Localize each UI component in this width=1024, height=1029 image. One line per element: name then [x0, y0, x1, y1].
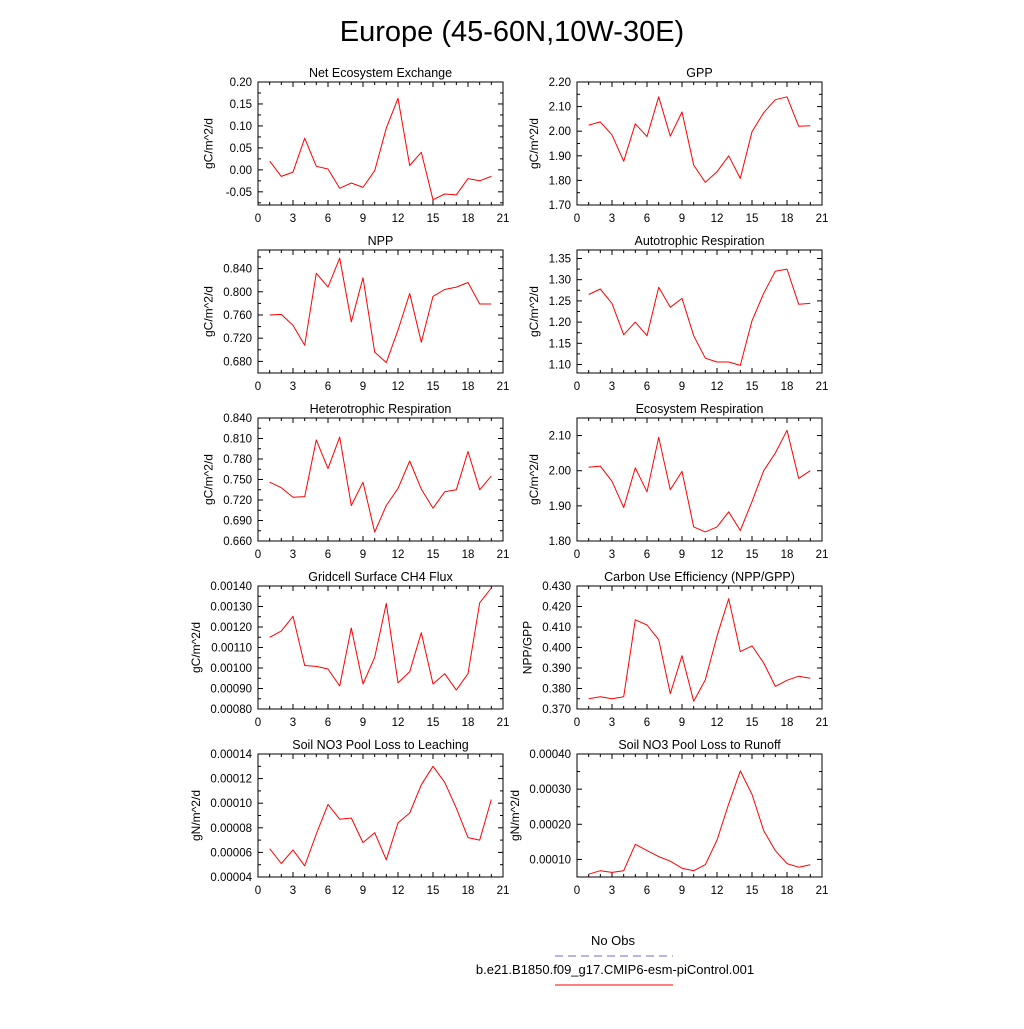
- y-tick-label: 0.00080: [210, 704, 252, 716]
- panel-title: Heterotrophic Respiration: [309, 402, 452, 416]
- y-axis-label: gC/m^2/d: [201, 454, 216, 505]
- y-tick-label: 0.00020: [529, 819, 571, 832]
- legend-label-no-obs: No Obs: [590, 933, 636, 948]
- x-tick-label: 21: [496, 885, 510, 897]
- plot-frame: [577, 754, 822, 877]
- x-tick-label: 21: [496, 381, 510, 393]
- x-tick-label: 0: [254, 381, 262, 393]
- panel-title: NPP: [367, 234, 394, 248]
- panel-title: Autotrophic Respiration: [634, 234, 765, 248]
- y-tick-label: 0.00030: [529, 784, 571, 797]
- panel-9: [189, 738, 509, 897]
- y-tick-label: 0.800: [223, 286, 252, 299]
- panel-title: GPP: [686, 66, 713, 80]
- y-tick-label: 0.370: [542, 704, 571, 716]
- x-tick-label: 3: [608, 213, 616, 225]
- y-tick-label: 0.20: [229, 77, 252, 89]
- x-tick-label: 21: [815, 717, 829, 729]
- panel-1: [202, 66, 510, 225]
- x-tick-label: 6: [324, 213, 332, 225]
- y-tick-label: 0.720: [223, 495, 252, 507]
- y-tick-label: 1.90: [548, 500, 571, 513]
- y-axis-label: gC/m^2/d: [526, 118, 541, 169]
- x-tick-label: 9: [359, 717, 367, 729]
- y-tick-label: 0.720: [223, 333, 252, 346]
- y-axis-label: gC/m^2/d: [526, 454, 541, 505]
- y-tick-label: 2.00: [548, 465, 571, 478]
- y-tick-label: 1.70: [548, 200, 571, 212]
- x-tick-label: 21: [815, 213, 829, 225]
- y-tick-label: 1.15: [548, 338, 571, 351]
- series-line-1: [589, 269, 811, 365]
- series-line-1: [270, 766, 492, 866]
- y-tick-label: 2.00: [548, 126, 571, 139]
- panel-8: [521, 570, 829, 729]
- series-line-1: [589, 430, 811, 532]
- panel-10: [508, 738, 828, 897]
- y-tick-label: 0.00140: [210, 581, 252, 593]
- y-tick-label: 0.00: [229, 164, 252, 177]
- y-tick-label: 0.10: [229, 120, 252, 133]
- plot-frame: [258, 250, 503, 373]
- x-tick-label: 3: [608, 717, 616, 729]
- x-tick-label: 12: [391, 717, 405, 729]
- y-tick-label: 0.390: [542, 663, 571, 675]
- x-tick-label: 6: [324, 381, 332, 393]
- y-tick-label: 1.20: [548, 317, 571, 330]
- series-line-1: [270, 258, 492, 363]
- series-line-1: [589, 771, 811, 874]
- x-tick-label: 3: [289, 549, 297, 561]
- x-tick-label: 9: [678, 885, 686, 897]
- y-tick-label: 0.400: [542, 642, 571, 655]
- x-tick-label: 18: [461, 549, 475, 561]
- panel-3: [202, 234, 510, 393]
- y-tick-label: 0.750: [223, 474, 252, 487]
- x-tick-label: 0: [573, 717, 581, 729]
- y-axis-label: gN/m^2/d: [188, 790, 203, 841]
- y-tick-label: 0.00120: [210, 622, 252, 634]
- series-line-1: [589, 599, 811, 702]
- x-tick-label: 6: [643, 381, 651, 393]
- x-tick-label: 12: [391, 885, 405, 897]
- x-tick-label: 0: [573, 885, 581, 897]
- y-tick-label: 0.840: [223, 413, 252, 425]
- x-tick-label: 9: [678, 381, 686, 393]
- x-tick-label: 6: [643, 213, 651, 225]
- x-tick-label: 6: [324, 549, 332, 561]
- y-tick-label: 0.660: [223, 536, 252, 548]
- series-line-1: [589, 97, 811, 183]
- x-tick-label: 12: [710, 717, 724, 729]
- y-tick-label: 0.00040: [529, 749, 571, 761]
- y-axis-label: NPP/GPP: [520, 620, 535, 675]
- y-tick-label: 0.00100: [210, 663, 252, 675]
- y-axis-label: gC/m^2/d: [188, 622, 203, 673]
- y-axis-label: gN/m^2/d: [507, 790, 522, 841]
- x-tick-label: 21: [815, 885, 829, 897]
- y-tick-label: -0.05: [225, 186, 252, 199]
- y-tick-label: 1.35: [548, 253, 571, 266]
- panel-5: [202, 402, 510, 561]
- x-tick-label: 0: [573, 381, 581, 393]
- x-tick-label: 15: [426, 549, 440, 561]
- x-tick-label: 9: [359, 213, 367, 225]
- y-tick-label: 0.00012: [210, 773, 252, 786]
- x-tick-label: 18: [461, 381, 475, 393]
- plot-frame: [258, 418, 503, 541]
- y-tick-label: 2.10: [548, 430, 571, 443]
- x-tick-label: 6: [324, 885, 332, 897]
- x-tick-label: 6: [643, 717, 651, 729]
- panel-title: Carbon Use Efficiency (NPP/GPP): [604, 570, 795, 584]
- y-tick-label: 0.00130: [210, 601, 252, 614]
- y-tick-label: 1.80: [548, 536, 571, 548]
- x-tick-label: 21: [496, 213, 510, 225]
- x-tick-label: 15: [745, 381, 759, 393]
- x-tick-label: 12: [391, 213, 405, 225]
- series-line-1: [270, 588, 492, 690]
- x-tick-label: 21: [815, 381, 829, 393]
- x-tick-label: 18: [461, 213, 475, 225]
- x-tick-label: 21: [496, 717, 510, 729]
- x-tick-label: 12: [710, 549, 724, 561]
- y-tick-label: 0.00110: [211, 642, 252, 655]
- x-tick-label: 15: [426, 885, 440, 897]
- x-tick-label: 3: [289, 885, 297, 897]
- y-tick-label: 0.840: [223, 263, 252, 276]
- plot-frame: [577, 418, 822, 541]
- plot-frame: [577, 250, 822, 373]
- x-tick-label: 9: [678, 549, 686, 561]
- x-tick-label: 18: [780, 549, 794, 561]
- panel-4: [527, 234, 829, 393]
- x-tick-label: 18: [461, 885, 475, 897]
- y-tick-label: 0.05: [229, 142, 252, 155]
- panel-title: Gridcell Surface CH4 Flux: [308, 570, 453, 584]
- y-tick-label: 0.420: [542, 601, 571, 614]
- series-line-1: [270, 98, 492, 199]
- y-tick-label: 2.20: [548, 77, 571, 89]
- y-axis-label: gC/m^2/d: [201, 118, 216, 169]
- x-tick-label: 9: [359, 549, 367, 561]
- y-tick-label: 0.680: [223, 356, 252, 369]
- plot-frame: [577, 82, 822, 205]
- plot-frame: [258, 754, 503, 877]
- x-tick-label: 15: [426, 213, 440, 225]
- x-tick-label: 18: [780, 381, 794, 393]
- series-line-1: [270, 437, 492, 532]
- x-tick-label: 21: [496, 549, 510, 561]
- x-tick-label: 12: [391, 381, 405, 393]
- x-tick-label: 3: [608, 549, 616, 561]
- y-tick-label: 0.410: [542, 622, 571, 634]
- x-tick-label: 18: [461, 717, 475, 729]
- x-tick-label: 9: [678, 717, 686, 729]
- y-tick-label: 0.00090: [210, 683, 252, 696]
- x-tick-label: 3: [608, 381, 616, 393]
- y-tick-label: 1.90: [548, 150, 571, 163]
- y-tick-label: 0.00008: [210, 822, 252, 835]
- x-tick-label: 18: [780, 717, 794, 729]
- y-tick-label: 0.810: [223, 433, 252, 446]
- x-tick-label: 12: [391, 549, 405, 561]
- x-tick-label: 3: [289, 717, 297, 729]
- panel-title: Net Ecosystem Exchange: [308, 66, 453, 80]
- x-tick-label: 0: [573, 549, 581, 561]
- y-axis-label: gC/m^2/d: [201, 286, 216, 337]
- x-tick-label: 6: [643, 549, 651, 561]
- x-tick-label: 18: [780, 213, 794, 225]
- x-tick-label: 15: [745, 213, 759, 225]
- x-tick-label: 0: [573, 213, 581, 225]
- x-tick-label: 15: [745, 885, 759, 897]
- y-tick-label: 0.690: [223, 515, 252, 528]
- y-axis-label: gC/m^2/d: [526, 286, 541, 337]
- y-tick-label: 0.00006: [210, 847, 252, 860]
- figure-title: Europe (45-60N,10W-30E): [339, 16, 685, 48]
- y-tick-label: 1.80: [548, 175, 571, 188]
- x-tick-label: 15: [426, 381, 440, 393]
- y-tick-label: 1.30: [548, 274, 571, 287]
- legend-label-model: b.e21.B1850.f09_g17.CMIP6-esm-piControl.001: [475, 962, 755, 977]
- y-tick-label: 0.00010: [529, 854, 571, 867]
- x-tick-label: 15: [745, 549, 759, 561]
- x-tick-label: 12: [710, 885, 724, 897]
- x-tick-label: 0: [254, 213, 262, 225]
- y-tick-label: 0.760: [223, 309, 252, 322]
- x-tick-label: 9: [359, 885, 367, 897]
- y-tick-label: 2.10: [548, 101, 571, 114]
- panel-title: Ecosystem Respiration: [635, 402, 764, 416]
- x-tick-label: 0: [254, 549, 262, 561]
- x-tick-label: 12: [710, 213, 724, 225]
- x-tick-label: 12: [710, 381, 724, 393]
- x-tick-label: 0: [254, 717, 262, 729]
- x-tick-label: 9: [359, 381, 367, 393]
- y-tick-label: 0.380: [542, 683, 571, 696]
- panel-2: [527, 66, 829, 225]
- panels: [189, 66, 828, 897]
- panel-title: Soil NO3 Pool Loss to Runoff: [618, 738, 781, 752]
- y-tick-label: 0.15: [229, 98, 252, 111]
- y-tick-label: 0.00014: [210, 749, 252, 761]
- y-tick-label: 0.780: [223, 454, 252, 466]
- x-tick-label: 6: [324, 717, 332, 729]
- x-tick-label: 3: [289, 381, 297, 393]
- panel-7: [189, 570, 509, 729]
- legend: [476, 933, 754, 985]
- plot-frame: [258, 586, 503, 709]
- plot-frame: [258, 82, 503, 205]
- y-tick-label: 1.10: [548, 359, 571, 372]
- panel-6: [527, 402, 829, 561]
- x-tick-label: 6: [643, 885, 651, 897]
- y-tick-label: 1.25: [548, 295, 571, 308]
- x-tick-label: 3: [608, 885, 616, 897]
- x-tick-label: 0: [254, 885, 262, 897]
- x-tick-label: 18: [780, 885, 794, 897]
- y-tick-label: 0.00004: [210, 872, 252, 884]
- x-tick-label: 9: [678, 213, 686, 225]
- x-tick-label: 15: [745, 717, 759, 729]
- x-tick-label: 3: [289, 213, 297, 225]
- x-tick-label: 15: [426, 717, 440, 729]
- y-tick-label: 0.00010: [210, 798, 252, 811]
- y-tick-label: 0.430: [542, 581, 571, 593]
- x-tick-label: 21: [815, 549, 829, 561]
- panel-title: Soil NO3 Pool Loss to Leaching: [292, 738, 469, 752]
